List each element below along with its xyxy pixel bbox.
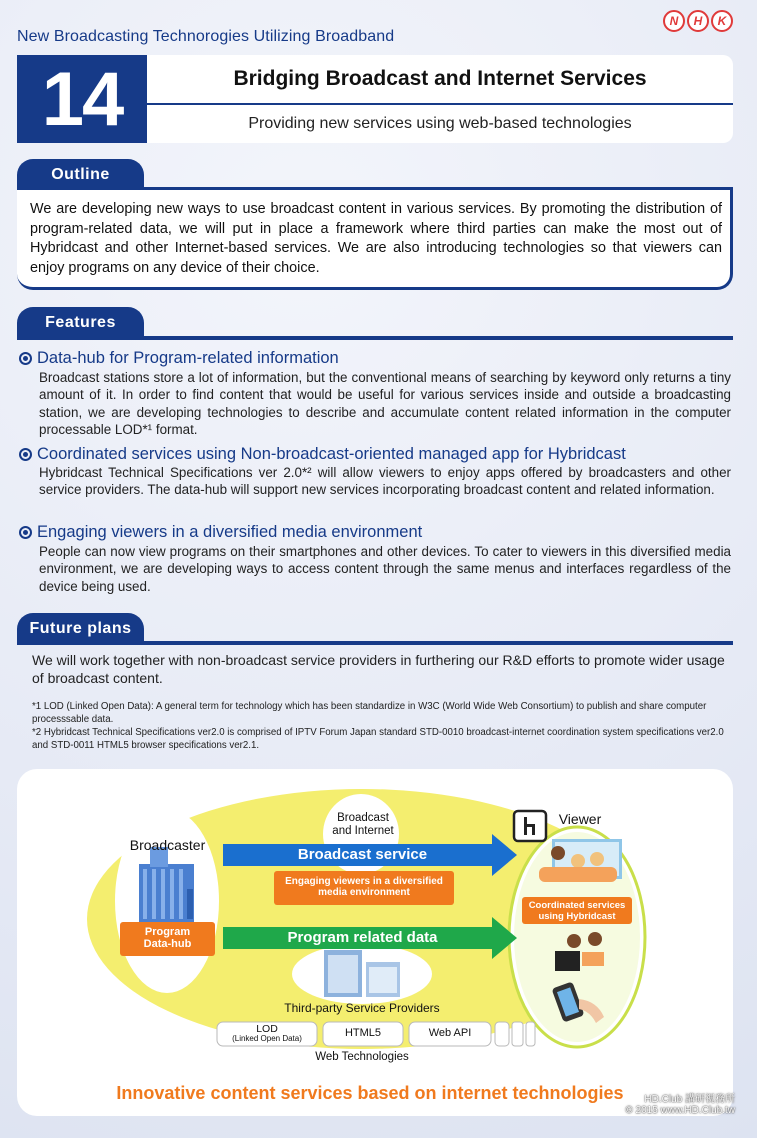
coordinated-label-line-2: using Hybridcast (538, 911, 616, 922)
datahub-label (120, 926, 215, 950)
nhk-logo-n: N (663, 10, 685, 32)
engaging-label-line-2: media environment (318, 887, 410, 898)
engaging-label (274, 876, 454, 898)
datahub-label-line-2: Data-hub (143, 938, 192, 950)
nhk-logo (663, 10, 733, 32)
watermark-line-2: © 2015 www.HD.Club.tw (625, 1105, 735, 1116)
program-related-data-label: Program related data (287, 929, 438, 946)
title-divider (147, 103, 733, 105)
section-number: 14 (17, 55, 147, 143)
third-party-label: Third-party Service Providers (284, 1001, 440, 1015)
html5-label: HTML5 (344, 1027, 382, 1039)
coordinated-label-line-1: Coordinated services (528, 900, 626, 911)
feature-heading-3-text: Engaging viewers in a diversified media environment (37, 523, 423, 541)
watermark (625, 1090, 735, 1116)
viewer-label: Viewer (558, 811, 602, 827)
broadcaster-label: Broadcaster (129, 837, 206, 853)
footnote-2: *2 Hybridcast Technical Specifications ver2.0 is comprised of IPTV Forum Japan standard STD-0010 broadcast-internet coordination system specifications ver2.0 and STD-0011 HTML5 browser specifications ver2.1. (32, 727, 724, 751)
feature-heading-3 (19, 523, 422, 542)
lod-label-sub: (Linked Open Data) (232, 1034, 302, 1043)
center-label-line-2: and Internet (332, 825, 394, 837)
coordinated-label (522, 900, 632, 922)
extra-box-3 (526, 1022, 535, 1046)
broadcast-service-label: Broadcast service (297, 846, 428, 863)
feature-heading-2 (19, 445, 626, 464)
web-technologies-label: Web Technologies (315, 1051, 409, 1063)
webapi-label: Web API (428, 1027, 472, 1039)
feature-text-3: People can now view programs on their smartphones and other devices. To cater to viewers in this diversified media environment, we are developing ways to access content through the same menus and interfaces regardless of the device being used. (39, 544, 731, 594)
extra-box-1 (495, 1022, 509, 1046)
center-label-line-1: Broadcast (337, 812, 389, 824)
page-header-title: New Broadcasting Technorogies Utilizing Broadband (17, 28, 395, 45)
nhk-logo-k: K (711, 10, 733, 32)
features-rule (17, 336, 733, 340)
bullet-icon (19, 448, 32, 461)
footnote-1: *1 LOD (Linked Open Data): A general term for technology which has been standardize in W3C (World Wide Web Consortium) to publish and share computer processsable data. (32, 701, 707, 725)
outline-text: We are developing new ways to use broadcast content in various services. By promoting the distribution of program-related data, we will put in place a framework where third parties can make the most out of Hybridcast and other Internet-based services. We are also introducing technologies so that viewers can enjoy programs on any device of their choice. (30, 201, 722, 276)
bullet-icon (19, 352, 32, 365)
lod-label-main: LOD (256, 1023, 278, 1035)
feature-text-2: Hybridcast Technical Specifications ver 2.0*² will allow viewers to enjoy apps offered by broadcasters and other service providers. The data-hub will support new services incorporating broadcast content and related information. (39, 465, 731, 498)
lod-label (217, 1024, 317, 1044)
feature-heading-1 (19, 349, 339, 368)
feature-heading-1-text: Data-hub for Program-related information (37, 349, 339, 367)
features-tab: Features (17, 307, 144, 339)
nhk-logo-h: H (687, 10, 709, 32)
future-plans-tab: Future plans (17, 613, 144, 645)
diagram-caption: Innovative content services based on internet technologies (116, 1083, 624, 1103)
section-title: Bridging Broadcast and Internet Services (233, 67, 647, 90)
engaging-label-line-1: Engaging viewers in a diversified (285, 876, 443, 887)
future-plans-text: We will work together with non-broadcast service providers in furthering our R&D efforts to promote wider usage of broadcast content. (32, 652, 725, 686)
center-label (318, 812, 408, 838)
watermark-line-1: HD.Club 講研視務所 (644, 1094, 735, 1105)
datahub-label-line-1: Program (144, 926, 191, 938)
outline-tab: Outline (17, 159, 144, 191)
bullet-icon (19, 526, 32, 539)
feature-heading-2-text: Coordinated services using Non-broadcast-oriented managed app for Hybridcast (37, 445, 626, 463)
section-subtitle: Providing new services using web-based technologies (248, 115, 632, 132)
future-rule (17, 641, 733, 645)
extra-box-2 (512, 1022, 523, 1046)
feature-text-1: Broadcast stations store a lot of information, but the conventional means of searching by keyword only returns a tiny amount of it. In order to find content that would be useful for various services inside and outside a broadcasting station, we are developing technologies to describe and accumulate content related information in the computer processable LOD*¹ format. (39, 370, 731, 438)
